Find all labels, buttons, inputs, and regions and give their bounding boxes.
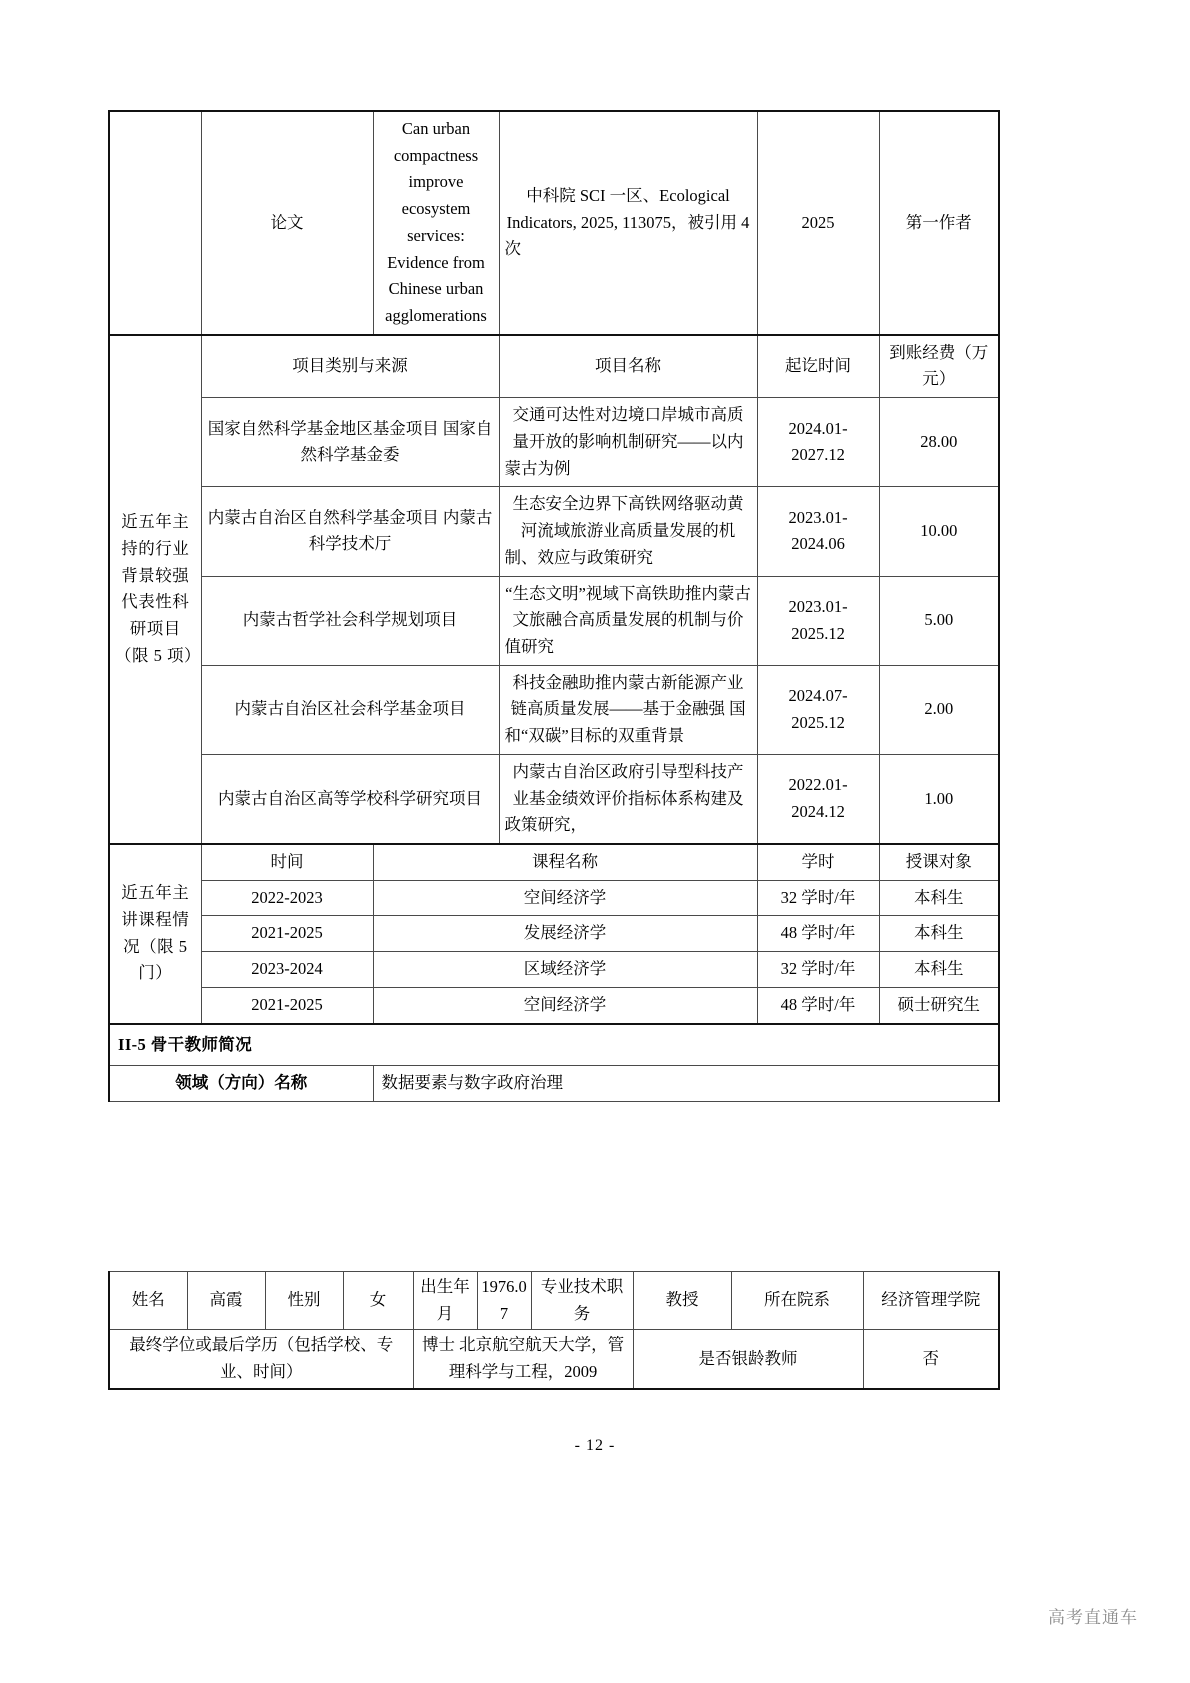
degree-value: 博士 北京航空航天大学，管理科学与工程，2009 [413,1330,633,1389]
project-row [109,754,999,844]
project-name: 交通可达性对边境口岸城市高质量开放的影响机制研究——以内蒙古为例 [499,398,757,487]
teacher-degree-row [109,1330,999,1389]
project-period: 2024.01-2027.12 [757,398,879,487]
project-funding: 2.00 [879,665,999,754]
project-name: “生态文明”视域下高铁助推内蒙古文旅融合高质量发展的机制与价值研究 [499,576,757,665]
projects-header-category: 项目类别与来源 [201,335,499,398]
projects-header-period: 起讫时间 [757,335,879,398]
project-category: 内蒙古自治区自然科学基金项目 内蒙古科学技术厅 [201,487,499,576]
silver-teacher-value: 否 [863,1330,999,1389]
page-number: - 12 - [574,1437,616,1454]
course-name: 空间经济学 [373,987,757,1023]
publication-source-cell: 中科院 SCI 一区、Ecological Indicators, 2025, 113075，被引用 4 次 [499,111,757,335]
project-category: 内蒙古自治区社会科学基金项目 [201,665,499,754]
projects-header-funding: 到账经费（万元） [879,335,999,398]
project-category: 国家自然科学基金地区基金项目 国家自然科学基金委 [201,398,499,487]
course-time: 2021-2025 [201,987,373,1023]
project-funding: 1.00 [879,754,999,844]
gender-label: 性别 [265,1272,343,1330]
field-direction-value: 数据要素与数字政府治理 [373,1066,999,1102]
department-label: 所在院系 [731,1272,863,1330]
course-audience: 本科生 [879,916,999,952]
gender-value: 女 [343,1272,413,1330]
projects-section-label: 近五年主持的行业背景较强代表性科研项目（限 5 项） [109,335,201,844]
birth-value: 1976.07 [477,1272,531,1330]
publication-label-cell [109,111,201,335]
teacher-section-title: II-5 骨干教师简况 [109,1024,999,1066]
project-period: 2022.01-2024.12 [757,754,879,844]
course-name: 空间经济学 [373,880,757,916]
watermark: 高考直通车 [1048,1608,1138,1627]
department-value: 经济管理学院 [863,1272,999,1330]
project-row [109,487,999,576]
degree-label: 最终学位或最后学历（包括学校、专业、时间） [109,1330,413,1389]
course-hours: 48 学时/年 [757,916,879,952]
course-hours: 48 学时/年 [757,987,879,1023]
course-audience: 本科生 [879,880,999,916]
field-direction-label: 领域（方向）名称 [109,1066,373,1102]
teacher-info-table [108,1271,1000,1390]
project-period: 2023.01-2025.12 [757,576,879,665]
form-table [108,110,1000,1102]
courses-header-audience: 授课对象 [879,844,999,880]
field-direction-row [109,1066,999,1102]
course-name: 发展经济学 [373,916,757,952]
project-row [109,665,999,754]
course-time: 2023-2024 [201,952,373,988]
projects-header-row [109,335,999,398]
name-label: 姓名 [109,1272,187,1330]
teacher-section-heading-row [109,1024,999,1066]
project-row [109,398,999,487]
course-hours: 32 学时/年 [757,952,879,988]
project-funding: 10.00 [879,487,999,576]
course-row [109,916,999,952]
course-time: 2021-2025 [201,916,373,952]
project-period: 2024.07-2025.12 [757,665,879,754]
tech-title-value: 教授 [633,1272,731,1330]
project-category: 内蒙古哲学社会科学规划项目 [201,576,499,665]
course-name: 区域经济学 [373,952,757,988]
publication-type-cell: 论文 [201,111,373,335]
tech-title-label: 专业技术职 务 [531,1272,633,1330]
course-row [109,952,999,988]
course-row [109,880,999,916]
projects-header-name: 项目名称 [499,335,757,398]
birth-label: 出生年月 [413,1272,477,1330]
publication-year-cell: 2025 [757,111,879,335]
course-audience: 本科生 [879,952,999,988]
project-period: 2023.01-2024.06 [757,487,879,576]
courses-header-course: 课程名称 [373,844,757,880]
name-value: 高霞 [187,1272,265,1330]
project-name: 科技金融助推内蒙古新能源产业链高质量发展——基于金融强 国和“双碳”目标的双重背景 [499,665,757,754]
courses-section-label: 近五年主讲课程情况（限 5 门） [109,844,201,1024]
course-audience: 硕士研究生 [879,987,999,1023]
publication-role-cell: 第一作者 [879,111,999,335]
project-name: 内蒙古自治区政府引导型科技产业基金绩效评价指标体系构建及政策研究， [499,754,757,844]
publication-title-cell: Can urban compactness improve ecosystem services: Evidence from Chinese urban agglomerations [373,111,499,335]
course-time: 2022-2023 [201,880,373,916]
project-funding: 5.00 [879,576,999,665]
project-name: 生态安全边界下高铁网络驱动黄河流域旅游业高质量发展的机制、效应与政策研究 [499,487,757,576]
project-category: 内蒙古自治区高等学校科学研究项目 [201,754,499,844]
course-hours: 32 学时/年 [757,880,879,916]
courses-header-time: 时间 [201,844,373,880]
courses-header-hours: 学时 [757,844,879,880]
silver-teacher-label: 是否银龄教师 [633,1330,863,1389]
course-row [109,987,999,1023]
teacher-info-row [109,1272,999,1330]
courses-header-row [109,844,999,880]
publication-row [109,111,999,335]
project-row [109,576,999,665]
project-funding: 28.00 [879,398,999,487]
